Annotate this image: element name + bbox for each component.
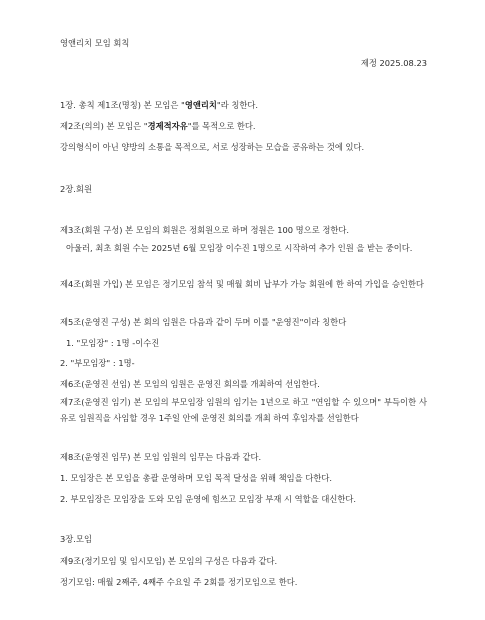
article-2-text: 제2조(의의) 본 모임은 "	[60, 121, 148, 131]
article-8-item-2: 2. 부모임장은 모임장을 도와 모임 운영에 힘쓰고 모임장 부재 시 역할을 대신한다.	[60, 494, 357, 504]
article-5-item-1: 1. "모임장" : 1명 -이수진	[66, 338, 160, 348]
chapter-1-description: 강의형식이 아닌 양방의 소통을 목적으로, 서로 성장하는 모습을 공유하는 것에 있다.	[60, 142, 365, 152]
article-2	[60, 120, 427, 132]
chapter-3-heading: 3장.모임	[60, 534, 92, 544]
article-3: 제3조(회원 구성) 본 모임의 회원은 정회원으로 하며 정원은 100 명으로 정한다.	[60, 225, 350, 235]
article-1-text: 1장. 총칙 제1조(명칭) 본 모임은 "	[60, 100, 185, 110]
article-8: 제8조(운영진 임무) 본 모임 임원의 임무는 다음과 같다.	[60, 452, 262, 462]
article-1	[60, 99, 427, 111]
article-8-item-1: 1. 모임장은 본 모임을 총괄 운영하며 모임 목적 달성을 위해 책임을 다한다.	[60, 473, 332, 483]
article-1-tail: "라 칭한다.	[216, 100, 259, 110]
article-7: 제7조(운영진 임기) 본 모임의 부모임장 임원의 임기는 1년으로 하고 "연임할 수 있으며" 부득이한 사유로 임원직을 사임할 경우 1주일 안에 운영진 회의를 개최 하여 후임자를 선임한다	[60, 397, 427, 423]
article-5-item-2: 2. "부모임장" : 1명-	[60, 358, 135, 368]
club-name: 영앤리치	[184, 100, 217, 110]
article-3-continued: 아울러, 최초 회원 수는 2025년 6월 모임장 이수진 1명으로 시작하여 추가 인원 을 받는 중이다.	[66, 243, 413, 253]
article-5: 제5조(운영진 구성) 본 회의 임원은 다음과 같이 두며 이를 "운영진"이라 칭한다	[60, 317, 347, 327]
article-9: 제9조(정기모임 및 임시모임) 본 모임의 구성은 다음과 같다.	[60, 556, 278, 566]
article-2-tail: "를 목적으로 한다.	[187, 121, 256, 131]
article-4: 제4조(회원 가입) 본 모임은 정기모임 참석 및 매월 회비 납부가 가능 회원에 한 하여 가입을 승인한다	[60, 279, 424, 289]
article-6: 제6조(운영진 선임) 본 모임의 임원은 운영진 회의를 개최하여 선임한다.	[60, 379, 320, 389]
regular-meeting: 정기모임: 매월 2째주, 4째주 수요일 주 2회를 정기모임으로 한다.	[60, 577, 298, 587]
chapter-2-heading: 2장.회원	[60, 184, 92, 194]
enactment-date: 제정 2025.08.23	[360, 58, 427, 68]
club-purpose: 경제적자유	[147, 121, 188, 131]
document-title: 영앤리치 모임 회칙	[60, 38, 130, 48]
